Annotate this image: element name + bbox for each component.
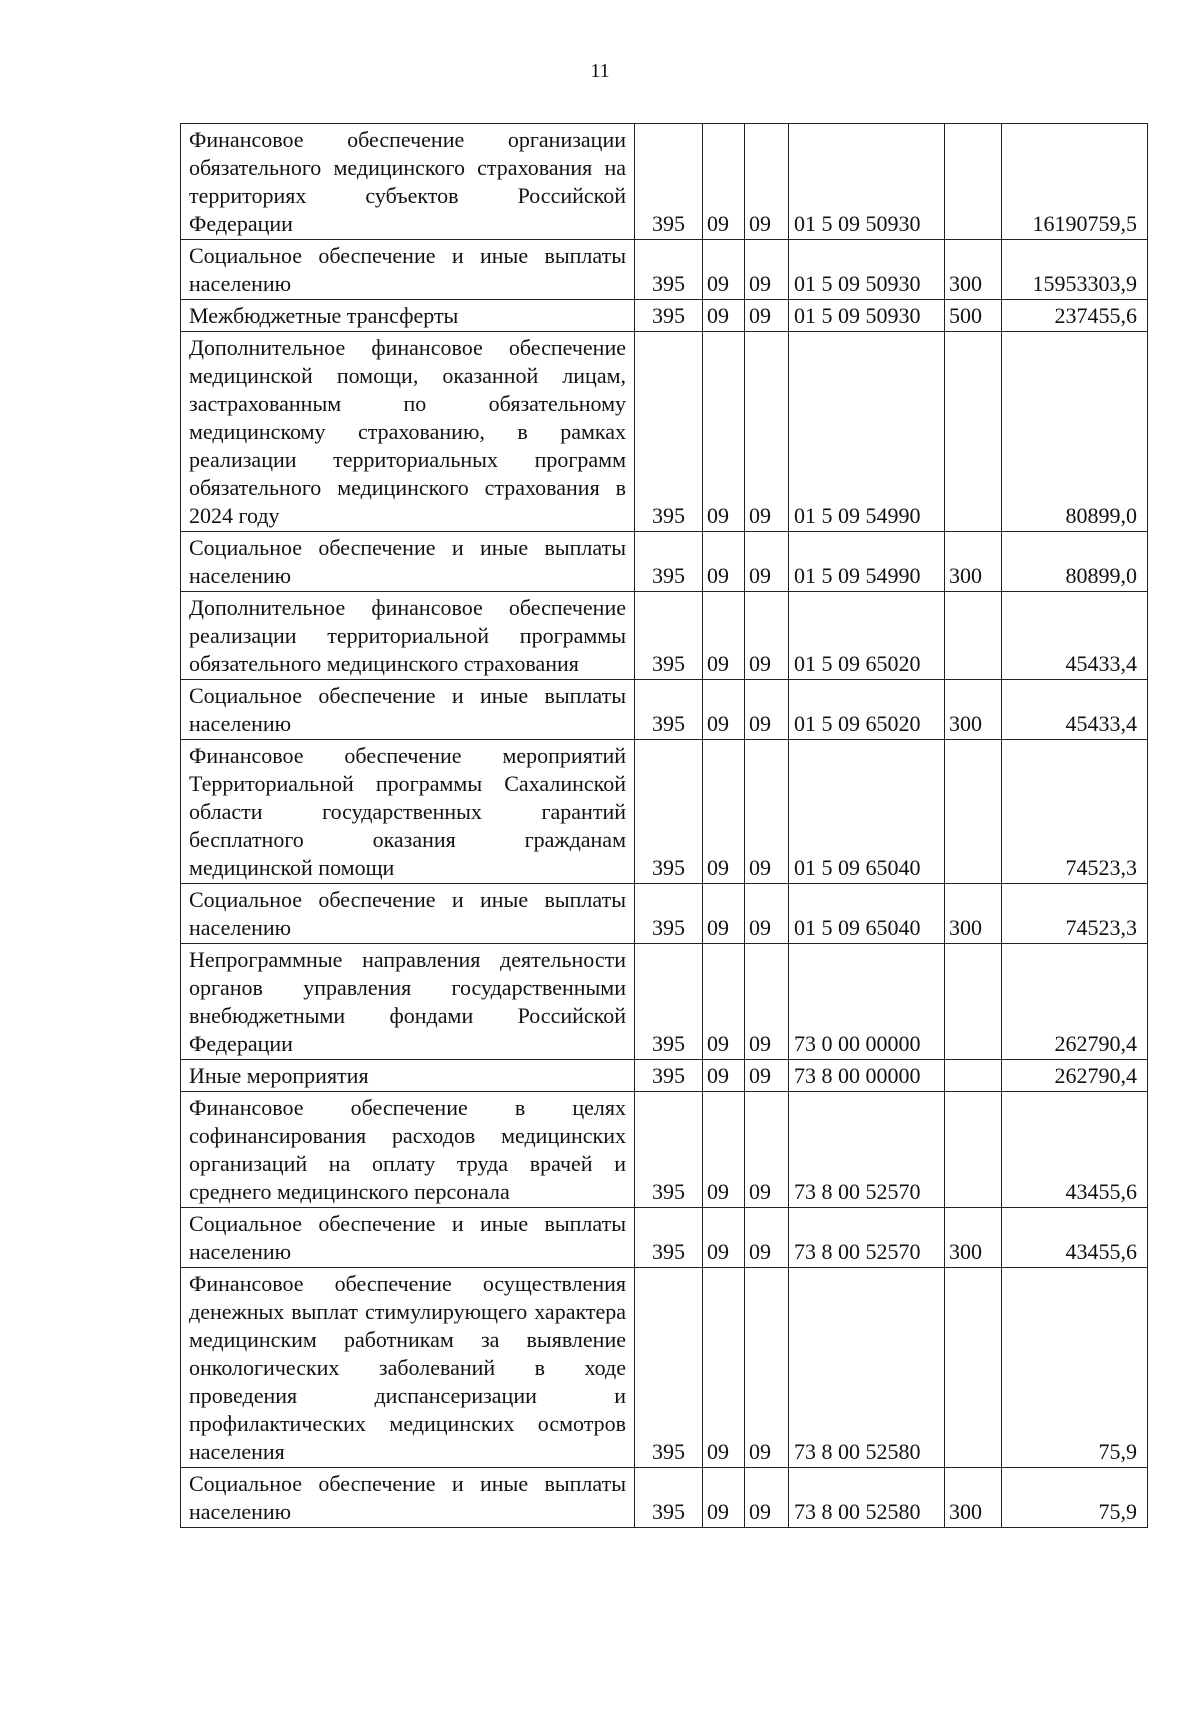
row-amount-cell: 43455,6	[1002, 1092, 1148, 1208]
row-grbs-cell: 395	[635, 884, 703, 944]
row-amount-cell: 45433,4	[1002, 592, 1148, 680]
row-grbs-cell: 395	[635, 1060, 703, 1092]
row-amount-cell: 74523,3	[1002, 884, 1148, 944]
row-name-cell: Межбюджетные трансферты	[181, 300, 635, 332]
row-section-cell: 09	[703, 532, 745, 592]
table-row	[181, 532, 1148, 592]
row-subsection-cell: 09	[745, 1468, 789, 1528]
table-row	[181, 1092, 1148, 1208]
row-expense-type-cell	[945, 740, 1002, 884]
page-number: 11	[590, 60, 610, 82]
row-grbs-cell: 395	[635, 680, 703, 740]
row-amount-cell: 74523,3	[1002, 740, 1148, 884]
row-target-article-cell: 01 5 09 54990	[789, 532, 945, 592]
row-section-cell: 09	[703, 592, 745, 680]
row-section-cell: 09	[703, 124, 745, 240]
row-amount-cell: 80899,0	[1002, 532, 1148, 592]
row-name-cell: Непрограммные направления деятельности органов управления государственными внебюджетными фондами Российской Федерации	[181, 944, 635, 1060]
table-row	[181, 740, 1148, 884]
row-expense-type-cell	[945, 1268, 1002, 1468]
table-row	[181, 300, 1148, 332]
row-grbs-cell: 395	[635, 1092, 703, 1208]
row-target-article-cell: 73 8 00 52580	[789, 1468, 945, 1528]
row-section-cell: 09	[703, 1268, 745, 1468]
row-subsection-cell: 09	[745, 592, 789, 680]
row-subsection-cell: 09	[745, 124, 789, 240]
row-target-article-cell: 01 5 09 54990	[789, 332, 945, 532]
row-subsection-cell: 09	[745, 944, 789, 1060]
row-name-cell: Финансовое обеспечение в целях софинансирования расходов медицинских организаций на оплату труда врачей и среднего медицинского персонала	[181, 1092, 635, 1208]
row-grbs-cell: 395	[635, 532, 703, 592]
row-expense-type-cell: 300	[945, 532, 1002, 592]
row-amount-cell: 262790,4	[1002, 1060, 1148, 1092]
row-expense-type-cell: 300	[945, 884, 1002, 944]
row-section-cell: 09	[703, 240, 745, 300]
row-amount-cell: 80899,0	[1002, 332, 1148, 532]
table-row	[181, 592, 1148, 680]
row-amount-cell: 75,9	[1002, 1268, 1148, 1468]
row-target-article-cell: 01 5 09 65040	[789, 740, 945, 884]
row-subsection-cell: 09	[745, 740, 789, 884]
row-section-cell: 09	[703, 944, 745, 1060]
row-grbs-cell: 395	[635, 592, 703, 680]
budget-table	[180, 123, 1148, 1528]
table-row	[181, 1208, 1148, 1268]
row-expense-type-cell	[945, 332, 1002, 532]
row-expense-type-cell	[945, 1092, 1002, 1208]
row-subsection-cell: 09	[745, 1060, 789, 1092]
row-amount-cell: 15953303,9	[1002, 240, 1148, 300]
row-name-cell: Социальное обеспечение и иные выплаты населению	[181, 240, 635, 300]
row-subsection-cell: 09	[745, 680, 789, 740]
row-subsection-cell: 09	[745, 240, 789, 300]
row-name-cell: Дополнительное финансовое обеспечение реализации территориальной программы обязательного медицинского страхования	[181, 592, 635, 680]
row-subsection-cell: 09	[745, 532, 789, 592]
row-expense-type-cell	[945, 944, 1002, 1060]
table-row	[181, 1268, 1148, 1468]
row-name-cell: Финансовое обеспечение мероприятий Территориальной программы Сахалинской области государственных гарантий бесплатного оказания гражданам медицинской помощи	[181, 740, 635, 884]
row-expense-type-cell: 300	[945, 680, 1002, 740]
row-target-article-cell: 73 8 00 52580	[789, 1268, 945, 1468]
row-name-cell: Иные мероприятия	[181, 1060, 635, 1092]
row-target-article-cell: 73 8 00 00000	[789, 1060, 945, 1092]
row-target-article-cell: 01 5 09 65020	[789, 592, 945, 680]
row-name-cell: Дополнительное финансовое обеспечение медицинской помощи, оказанной лицам, застрахованным по обязательному медицинскому страхованию, в рамках реализации территориальных программ обязательного медицинского страхования в 2024 году	[181, 332, 635, 532]
row-grbs-cell: 395	[635, 1208, 703, 1268]
row-section-cell: 09	[703, 300, 745, 332]
row-expense-type-cell: 300	[945, 240, 1002, 300]
row-subsection-cell: 09	[745, 332, 789, 532]
row-target-article-cell: 01 5 09 50930	[789, 124, 945, 240]
row-target-article-cell: 01 5 09 50930	[789, 240, 945, 300]
row-grbs-cell: 395	[635, 740, 703, 884]
row-subsection-cell: 09	[745, 1268, 789, 1468]
row-name-cell: Социальное обеспечение и иные выплаты населению	[181, 532, 635, 592]
row-subsection-cell: 09	[745, 300, 789, 332]
row-expense-type-cell: 500	[945, 300, 1002, 332]
table-row	[181, 884, 1148, 944]
row-name-cell: Социальное обеспечение и иные выплаты населению	[181, 1468, 635, 1528]
row-subsection-cell: 09	[745, 884, 789, 944]
row-section-cell: 09	[703, 1092, 745, 1208]
table-row	[181, 240, 1148, 300]
row-amount-cell: 237455,6	[1002, 300, 1148, 332]
row-target-article-cell: 01 5 09 65020	[789, 680, 945, 740]
row-expense-type-cell	[945, 1060, 1002, 1092]
row-amount-cell: 45433,4	[1002, 680, 1148, 740]
row-section-cell: 09	[703, 680, 745, 740]
row-grbs-cell: 395	[635, 124, 703, 240]
row-name-cell: Финансовое обеспечение организации обязательного медицинского страхования на территориях субъектов Российской Федерации	[181, 124, 635, 240]
row-grbs-cell: 395	[635, 332, 703, 532]
row-target-article-cell: 73 8 00 52570	[789, 1208, 945, 1268]
row-target-article-cell: 01 5 09 50930	[789, 300, 945, 332]
row-subsection-cell: 09	[745, 1208, 789, 1268]
table-body	[181, 124, 1148, 1528]
row-target-article-cell: 73 8 00 52570	[789, 1092, 945, 1208]
row-section-cell: 09	[703, 1468, 745, 1528]
row-section-cell: 09	[703, 332, 745, 532]
row-section-cell: 09	[703, 884, 745, 944]
row-target-article-cell: 01 5 09 65040	[789, 884, 945, 944]
row-grbs-cell: 395	[635, 240, 703, 300]
row-name-cell: Финансовое обеспечение осуществления денежных выплат стимулирующего характера медицинским работникам за выявление онкологических заболеваний в ходе проведения диспансеризации и профилактических медицинских осмотров населения	[181, 1268, 635, 1468]
row-expense-type-cell: 300	[945, 1468, 1002, 1528]
row-amount-cell: 262790,4	[1002, 944, 1148, 1060]
table-row	[181, 124, 1148, 240]
row-section-cell: 09	[703, 740, 745, 884]
row-grbs-cell: 395	[635, 300, 703, 332]
row-target-article-cell: 73 0 00 00000	[789, 944, 945, 1060]
row-grbs-cell: 395	[635, 944, 703, 1060]
table-row	[181, 1468, 1148, 1528]
row-name-cell: Социальное обеспечение и иные выплаты населению	[181, 884, 635, 944]
row-grbs-cell: 395	[635, 1468, 703, 1528]
row-expense-type-cell	[945, 124, 1002, 240]
row-section-cell: 09	[703, 1208, 745, 1268]
row-amount-cell: 75,9	[1002, 1468, 1148, 1528]
row-name-cell: Социальное обеспечение и иные выплаты населению	[181, 1208, 635, 1268]
row-expense-type-cell: 300	[945, 1208, 1002, 1268]
table-row	[181, 1060, 1148, 1092]
row-subsection-cell: 09	[745, 1092, 789, 1208]
row-amount-cell: 16190759,5	[1002, 124, 1148, 240]
row-grbs-cell: 395	[635, 1268, 703, 1468]
row-amount-cell: 43455,6	[1002, 1208, 1148, 1268]
row-section-cell: 09	[703, 1060, 745, 1092]
table-row	[181, 332, 1148, 532]
table-row	[181, 680, 1148, 740]
row-expense-type-cell	[945, 592, 1002, 680]
row-name-cell: Социальное обеспечение и иные выплаты населению	[181, 680, 635, 740]
table-row	[181, 944, 1148, 1060]
